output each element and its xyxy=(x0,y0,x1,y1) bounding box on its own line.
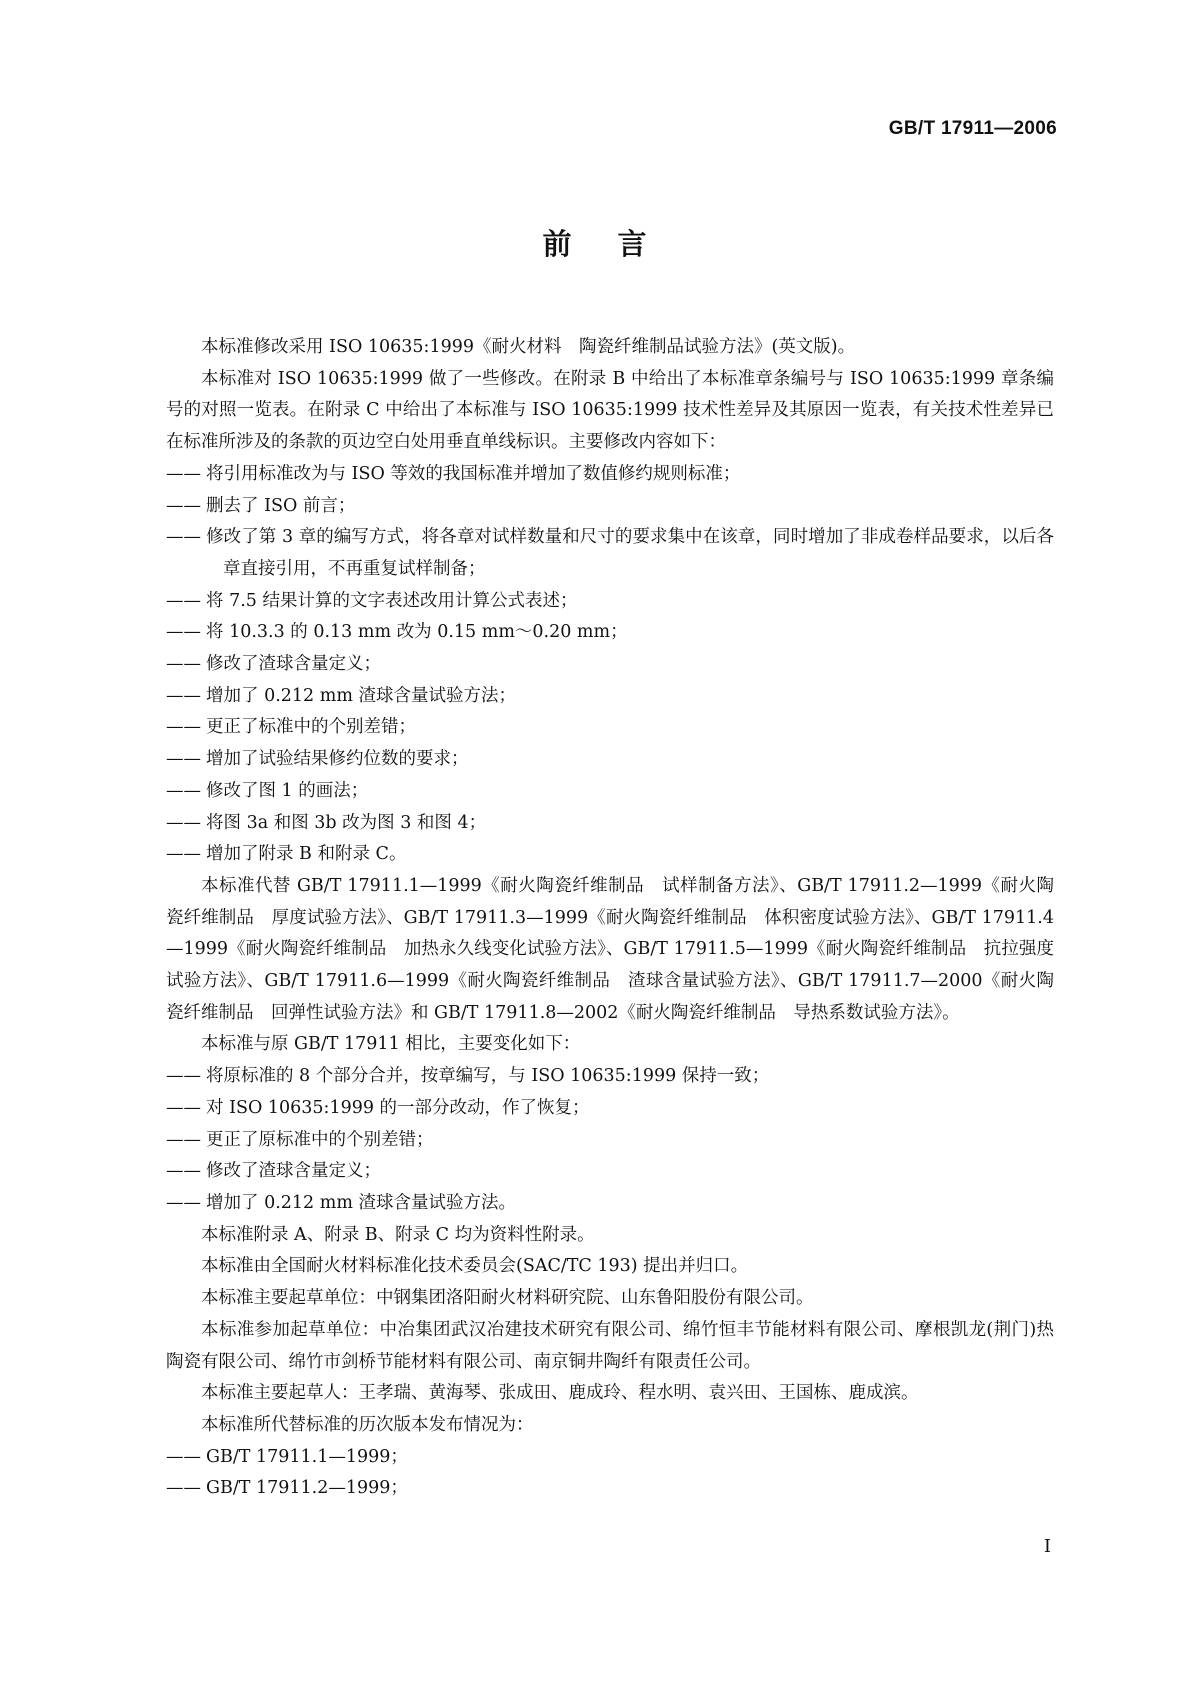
list-item: —— 对 ISO 10635:1999 的一部分改动，作了恢复； xyxy=(166,1097,590,1118)
list-item: —— 修改了渣球含量定义； xyxy=(166,1161,381,1182)
list-item: —— 增加了附录 B 和附录 C。 xyxy=(166,844,407,865)
paragraph-drafters: 本标准主要起草人：王孝瑞、黄海琴、张成田、鹿成玲、程水明、袁兴田、王国栋、鹿成滨。 xyxy=(201,1383,919,1404)
title-part-1: 前 xyxy=(542,227,574,261)
paragraph-annexes: 本标准附录 A、附录 B、附录 C 均为资料性附录。 xyxy=(201,1224,595,1245)
list-item: —— 增加了 0.212 mm 渣球含量试验方法。 xyxy=(166,1192,516,1213)
list-item: —— 删去了 ISO 前言； xyxy=(166,495,356,516)
list-item: —— 将图 3a 和图 3b 改为图 3 和图 4； xyxy=(166,812,487,833)
paragraph-changes-intro: 本标准与原 GB/T 17911 相比，主要变化如下： xyxy=(201,1034,581,1055)
list-item: —— 更正了原标准中的个别差错； xyxy=(166,1129,434,1150)
list-item: —— 将引用标准改为与 ISO 等效的我国标准并增加了数值修约规则标准； xyxy=(166,463,741,484)
list-item: —— 将 10.3.3 的 0.13 mm 改为 0.15 mm～0.20 mm； xyxy=(166,622,628,643)
foreword-body xyxy=(166,332,1054,1505)
list-item: —— 修改了第 3 章的编写方式，将各章对试样数量和尺寸的要求集中在该章，同时增加了非成卷样品要求，以后各章直接引用，不再重复试样制备； xyxy=(166,527,1054,579)
standard-code: GB/T 17911—2006 xyxy=(888,118,1057,139)
list-item: —— 将原标准的 8 个部分合并，按章编写，与 ISO 10635:1999 保持一致； xyxy=(166,1066,770,1087)
list-item: —— GB/T 17911.2—1999； xyxy=(166,1478,408,1499)
list-item: —— 增加了试验结果修约位数的要求； xyxy=(166,749,469,770)
paragraph-main-drafters-units: 本标准主要起草单位：中钢集团洛阳耐火材料研究院、山东鲁阳股份有限公司。 xyxy=(201,1288,814,1309)
paragraph-proposer: 本标准由全国耐火材料标准化技术委员会(SAC/TC 193) 提出并归口。 xyxy=(201,1256,749,1277)
list-item: —— 将 7.5 结果计算的文字表述改用计算公式表述； xyxy=(166,590,578,611)
paragraph-adoption: 本标准修改采用 ISO 10635:1999《耐火材料 陶瓷纤维制品试验方法》(英文版)。 xyxy=(201,337,856,357)
list-item: —— GB/T 17911.1—1999； xyxy=(166,1446,408,1467)
paragraph-history-intro: 本标准所代替标准的历次版本发布情况为： xyxy=(201,1414,534,1435)
paragraph-modifications: 本标准对 ISO 10635:1999 做了一些修改。在附录 B 中给出了本标准章条编号与 ISO 10635:1999 章条编号的对照一览表。在附录 C 中给出了本标准与 ISO 10635:1999 技术性差异及其原因一览表，有关技术性差异已在标准所涉及的条款的页边空白处用垂直单线标识。主要修改内容如下： xyxy=(166,368,1054,453)
title-part-2: 言 xyxy=(617,227,649,261)
list-item: —— 修改了图 1 的画法； xyxy=(166,780,369,801)
list-item: —— 更正了标准中的个别差错； xyxy=(166,717,416,738)
list-item: —— 增加了 0.212 mm 渣球含量试验方法； xyxy=(166,685,516,706)
page-title xyxy=(0,222,1191,263)
paragraph-replaces: 本标准代替 GB/T 17911.1—1999《耐火陶瓷纤维制品 试样制备方法》、GB/T 17911.2—1999《耐火陶瓷纤维制品 厚度试验方法》、GB/T 17911.3—1999《耐火陶瓷纤维制品 体积密度试验方法》、GB/T 17911.4—1999《耐火陶瓷纤维制品 加热永久线变化试验方法》、GB/T 17911.5—1999《耐火陶瓷纤维制品 抗拉强度试验方法》、GB/T 17911.6—1999《耐火陶瓷纤维制品 渣球含量试验方法》、GB/T 17911.7—2000《耐火陶瓷纤维制品 回弹性试验方法》和 GB/T 17911.8—2002《耐火陶瓷纤维制品 导热系数试验方法》。 xyxy=(166,875,1054,1023)
page-number: I xyxy=(1043,1536,1051,1557)
list-item: —— 修改了渣球含量定义； xyxy=(166,654,381,675)
paragraph-participating-units: 本标准参加起草单位：中冶集团武汉冶建技术研究有限公司、绵竹恒丰节能材料有限公司、摩根凯龙(荆门)热陶瓷有限公司、绵竹市剑桥节能材料有限公司、南京铜井陶纤有限责任公司。 xyxy=(166,1319,1054,1372)
